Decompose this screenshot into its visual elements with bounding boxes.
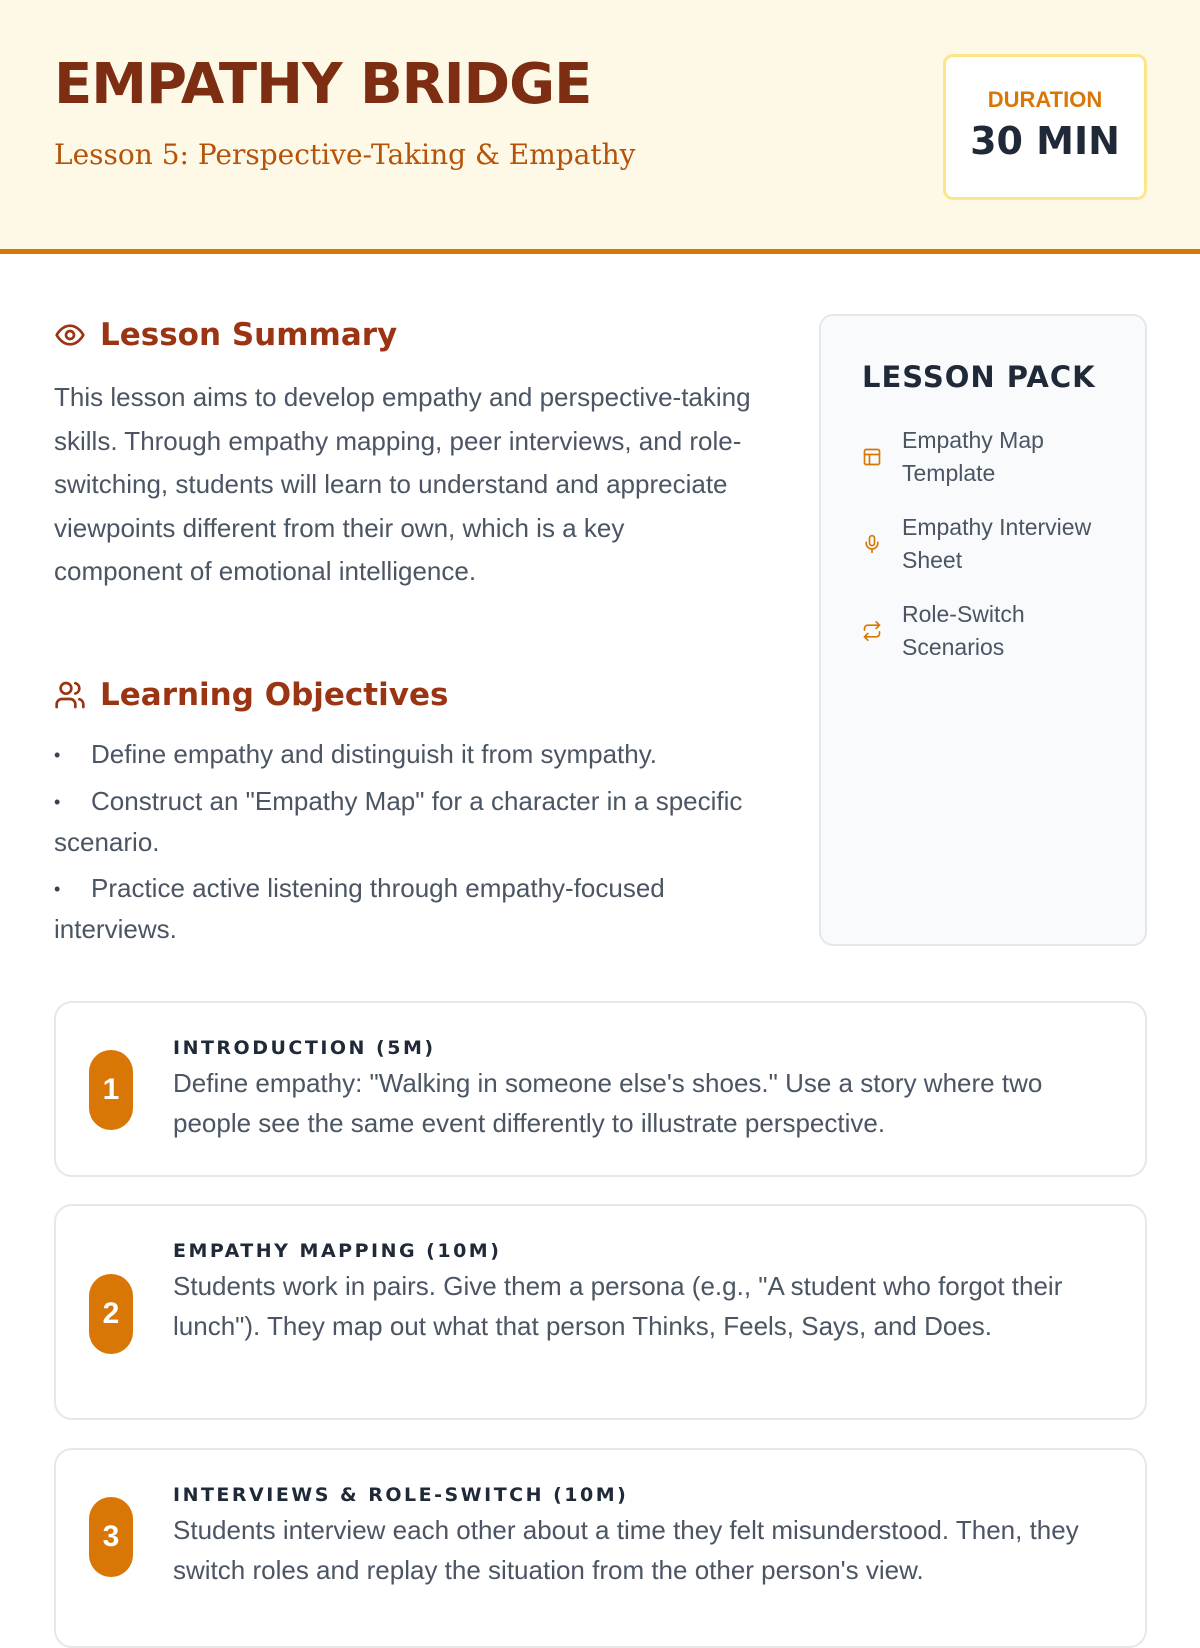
step-text: Students interview each other about a time they felt misunderstood. Then, they switch roles and replay the situation from the other person's view. (173, 1515, 1079, 1585)
list-item (54, 781, 754, 862)
lesson-pack-panel (819, 314, 1147, 946)
pack-item-label: Empathy Map Template (902, 427, 1044, 486)
bullet: • (54, 792, 61, 812)
pack-item-label: Empathy Interview Sheet (902, 514, 1092, 573)
step-card (54, 1204, 1147, 1420)
lesson-header (0, 0, 1200, 254)
objective-text: Practice active listening through empathy-focused interviews. (54, 873, 665, 944)
pack-item-role-switch[interactable] (862, 598, 1132, 664)
step-card (54, 1001, 1147, 1177)
step-label: INTERVIEWS & ROLE-SWITCH (10M) (173, 1484, 629, 1506)
pack-item-empathy-map[interactable] (862, 424, 1132, 490)
duration-badge (943, 54, 1147, 200)
objectives-title: Learning Objectives (100, 677, 449, 713)
step-number-badge: 1 (89, 1050, 133, 1130)
step-body (173, 1240, 1115, 1346)
objective-text: Construct an "Empathy Map" for a character in a specific scenario. (54, 786, 743, 857)
step-label: EMPATHY MAPPING (10M) (173, 1240, 502, 1262)
duration-value: 30 MIN (970, 119, 1120, 163)
microphone-icon (862, 534, 882, 554)
eye-icon (54, 319, 86, 351)
objectives-heading (54, 677, 448, 713)
users-icon (54, 679, 86, 711)
step-label: INTRODUCTION (5M) (173, 1037, 436, 1059)
summary-text: This lesson aims to develop empathy and perspective-taking skills. Through empathy mapping, peer interviews, and role-switching, students will learn to understand and appreciate viewpoints different from their own, which is a key component of emotional intelligence. (54, 382, 751, 586)
bullet: • (54, 745, 61, 765)
summary-title: Lesson Summary (100, 317, 398, 353)
lesson-subtitle: Lesson 5: Perspective-Taking & Empathy (54, 138, 636, 171)
step-text: Define empathy: "Walking in someone else's shoes." Use a story where two people see the same event differently to illustrate perspective. (173, 1068, 1043, 1138)
summary-heading (54, 317, 397, 353)
objectives-list (54, 734, 754, 955)
step-body (173, 1484, 1115, 1590)
step-number-badge: 2 (89, 1274, 133, 1354)
pack-item-interview-sheet[interactable] (862, 511, 1132, 577)
pack-item-label: Role-Switch Scenarios (902, 601, 1025, 660)
step-body (173, 1037, 1115, 1143)
step-card (54, 1448, 1147, 1648)
step-number-badge: 3 (89, 1497, 133, 1577)
lesson-pack-title: LESSON PACK (862, 360, 1096, 394)
objective-text: Define empathy and distinguish it from sympathy. (91, 739, 658, 769)
list-item (54, 734, 754, 775)
list-item (54, 868, 754, 949)
bullet: • (54, 879, 61, 899)
page-title: EMPATHY BRIDGE (54, 52, 592, 117)
repeat-arrows-icon (862, 621, 882, 641)
duration-label: DURATION (987, 87, 1103, 112)
step-text: Students work in pairs. Give them a persona (e.g., "A student who forgot their lunch"). They map out what that person Thinks, Feels, Says, and Does. (173, 1271, 1063, 1341)
layout-template-icon (862, 447, 882, 467)
